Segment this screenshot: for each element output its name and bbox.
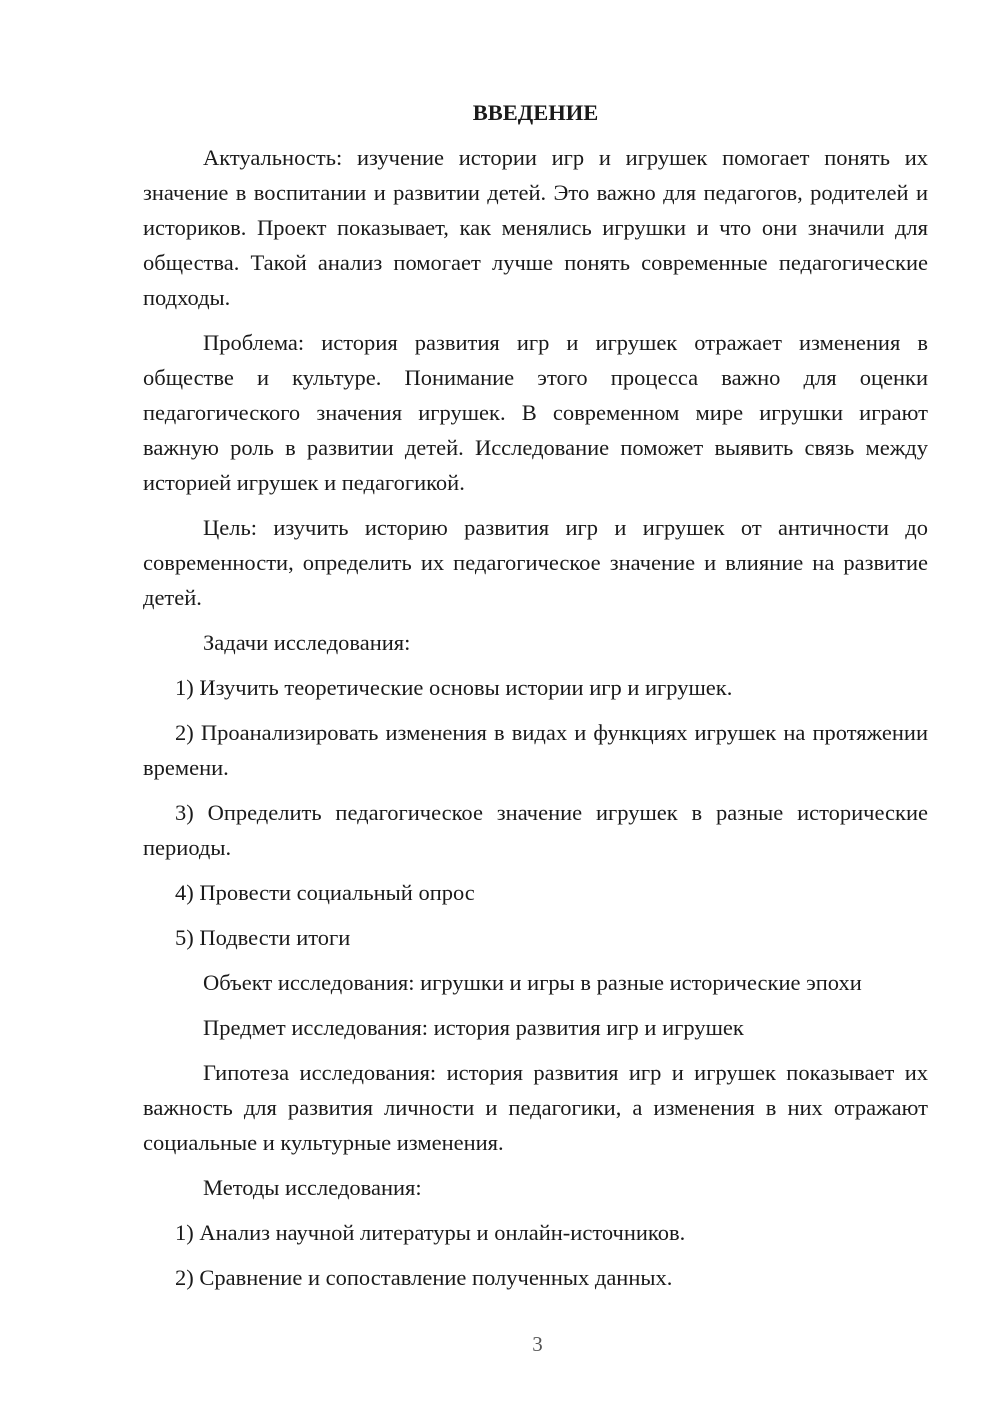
subject-paragraph: Предмет исследования: история развития игр и игрушек	[203, 1015, 744, 1040]
task-item: 1) Изучить теоретические основы истории игр и игрушек.	[175, 675, 733, 700]
relevance-paragraph: Актуальность: изучение истории игр и игрушек помогает понять их значение в воспитании и развитии детей. Это важно для педагогов, родителей и историков. Проект показывает, как менялись игрушки и что они значили для общества. Такой анализ помогает лучше понять современные педагогические подходы.	[143, 145, 928, 310]
object-paragraph: Объект исследования: игрушки и игры в разные исторические эпохи	[203, 970, 862, 995]
section-title: ВВЕДЕНИЕ	[472, 100, 599, 125]
hypothesis-paragraph: Гипотеза исследования: история развития игр и игрушек показывает их важность для развития личности и педагогики, а изменения в них отражают социальные и культурные изменения.	[143, 1060, 928, 1155]
method-item: 2) Сравнение и сопоставление полученных данных.	[175, 1265, 673, 1290]
methods-heading: Методы исследования:	[203, 1175, 422, 1200]
problem-paragraph: Проблема: история развития игр и игрушек отражает изменения в обществе и культуре. Понимание этого процесса важно для оценки педагогического значения игрушек. В современном мире игрушки играют важную роль в развитии детей. Исследование поможет выявить связь между историей игрушек и педагогикой.	[143, 330, 928, 495]
page-content	[143, 95, 928, 1305]
tasks-heading: Задачи исследования:	[203, 630, 411, 655]
task-item: 4) Провести социальный опрос	[175, 880, 475, 905]
task-item: 2) Проанализировать изменения в видах и функциях игрушек на протяжении времени.	[143, 720, 928, 780]
page-number: 3	[532, 1332, 543, 1356]
task-item: 5) Подвести итоги	[175, 925, 351, 950]
goal-paragraph: Цель: изучить историю развития игр и игрушек от античности до современности, определить их педагогическое значение и влияние на развитие детей.	[143, 515, 928, 610]
task-item: 3) Определить педагогическое значение игрушек в разные исторические периоды.	[143, 800, 928, 860]
method-item: 1) Анализ научной литературы и онлайн-источников.	[175, 1220, 686, 1245]
